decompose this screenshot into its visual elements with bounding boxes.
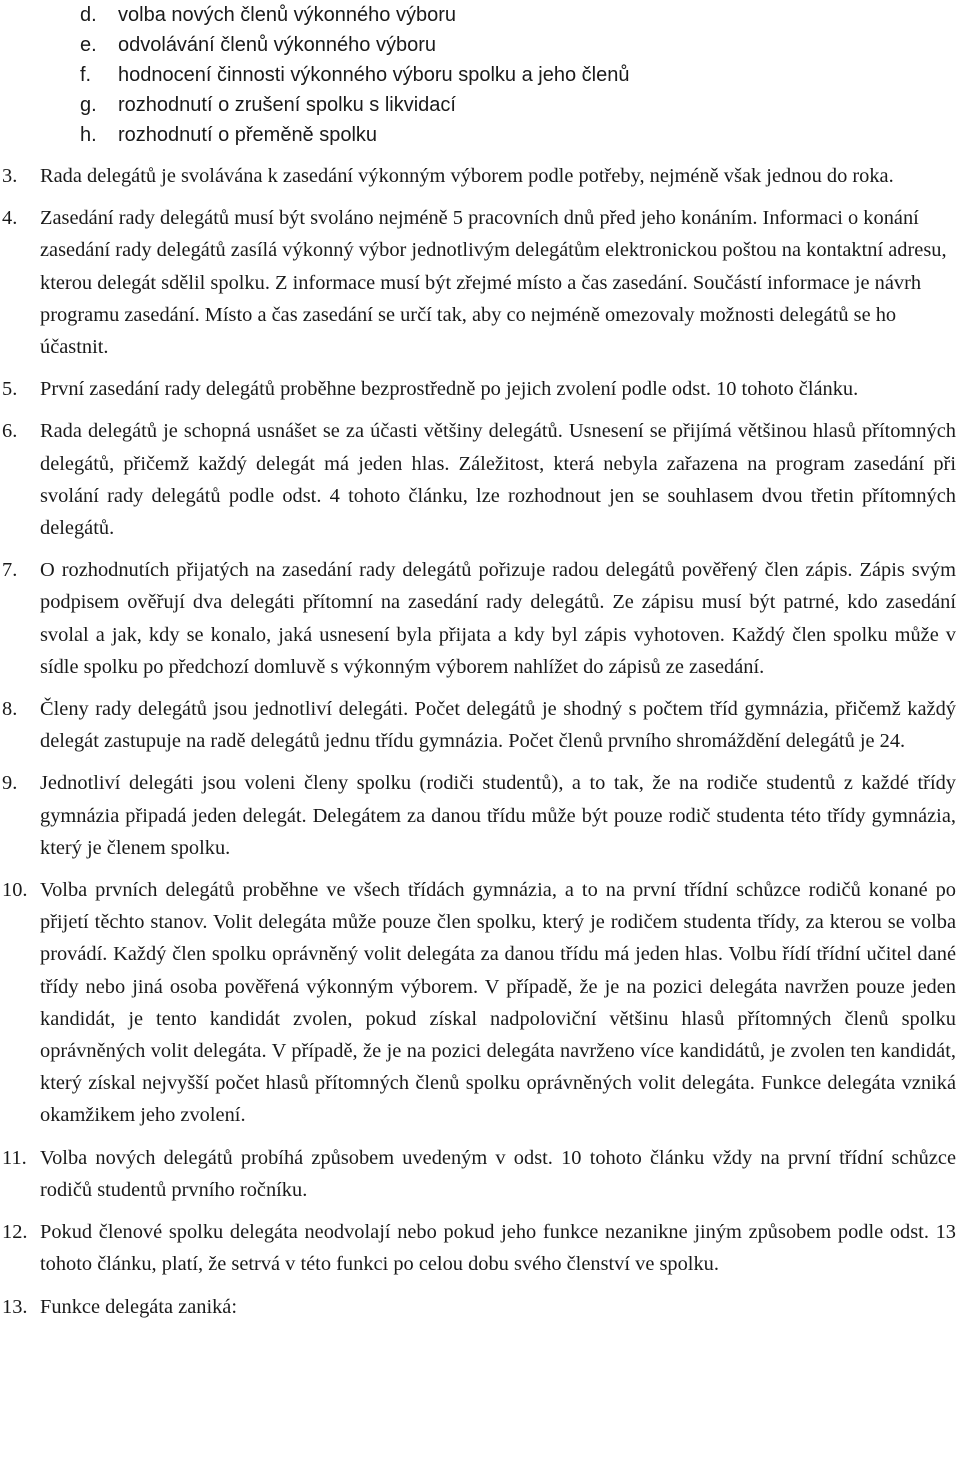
paragraph-text: Volba prvních delegátů proběhne ve všech třídách gymnázia, a to na první třídní schůzce rodičů konané po přijetí těchto stanov. Volit delegáta může pouze člen spolku, který je rodičem studenta třídy, za kterou se volba provádí. Každý člen spolku oprávněný volit delegáta za danou třídu má jeden hlas. Volbu řídí třídní učitel dané třídy nebo jiná osoba pověřená výkonným výborem. V případě, že je na pozici delegáta navržen pouze jeden kandidát, je tento kandidát zvolen, pokud získal nadpoloviční většinu hlasů přítomných členů spolku oprávněných volit delegáta. V případě, že je na pozici delegáta navrženo více kandidátů, je zvolen ten kandidát, který získal nejvyšší počet hlasů přítomných členů spolku oprávněných volit delegáta. Funkce delegáta vzniká okamžikem jeho zvolení. <box>40 879 956 1127</box>
paragraph-text: O rozhodnutích přijatých na zasedání rady delegátů pořizuje radou delegátů pověřený člen zápis. Zápis svým podpisem ověřují dva delegáti přítomní na zasedání rady delegátů. Ze zápisu musí být patrné, kdo zasedání svolal a jak, kdy se konalo, jaká usnesení byla přijata a kdy byl zápis vyhotoven. Každý člen spolku může v sídle spolku po předchozí domluvě s výkonným výborem nahlížet do zápisů ze zasedání. <box>40 559 956 678</box>
paragraph-6 <box>0 415 960 544</box>
paragraph-text: Rada delegátů je svolávána k zasedání výkonným výborem podle potřeby, nejméně však jednou do roka. <box>40 165 894 187</box>
sublist-item <box>0 30 960 60</box>
sublist-text: rozhodnutí o přeměně spolku <box>118 124 378 146</box>
paragraph-text: Pokud členové spolku delegáta neodvolají nebo pokud jeho funkce nezanikne jiným způsobem podle odst. 13 tohoto článku, platí, že setrvá v této funkci po celou dobu svého členství ve spolku. <box>40 1221 956 1276</box>
paragraph-number: 13. <box>2 1295 28 1318</box>
paragraph-12 <box>0 1216 960 1280</box>
paragraph-number: 3. <box>2 165 18 187</box>
paragraph-4 <box>0 202 960 363</box>
sublist-marker: f. <box>80 64 92 86</box>
paragraph-11 <box>0 1142 960 1206</box>
sublist-marker: e. <box>80 34 97 56</box>
sublist-text: rozhodnutí o zrušení spolku s likvidací <box>118 94 456 116</box>
paragraph-number: 7. <box>2 559 18 582</box>
sublist-item <box>0 90 960 120</box>
paragraph-text: Funkce delegáta zaniká: <box>40 1295 238 1318</box>
sublist-marker: g. <box>80 94 97 116</box>
sublist-marker: h. <box>80 124 97 146</box>
paragraph-text: Členy rady delegátů jsou jednotliví delegáti. Počet delegátů je shodný s počtem tříd gymnázia, přičemž každý delegát zastupuje na radě delegátů jednu třídu gymnázia. Počet členů prvního shromáždění delegátů je 24. <box>40 698 956 753</box>
sublist-item <box>0 60 960 90</box>
paragraph-text: Zasedání rady delegátů musí být svoláno nejméně 5 pracovních dnů před jeho konáním. Informaci o konání zasedání rady delegátů zasílá výkonný výbor jednotlivým delegátům elektronickou poštou na kontaktní adresu, kterou delegát sdělil spolku. Z informace musí být zřejmé místo a čas zasedání. Součástí informace je návrh programu zasedání. Místo a čas zasedání se určí tak, aby co nejméně omezovaly možnosti delegátů se ho účastnit. <box>40 207 947 359</box>
numbered-paragraph-list <box>0 160 960 1333</box>
paragraph-number: 6. <box>2 420 18 443</box>
paragraph-number: 9. <box>2 772 18 795</box>
sublist-text: hodnocení činnosti výkonného výboru spolku a jeho členů <box>118 64 630 86</box>
sublist-item <box>0 120 960 150</box>
paragraph-13 <box>0 1291 960 1323</box>
paragraph-7 <box>0 554 960 683</box>
paragraph-5 <box>0 373 960 405</box>
sublist-item <box>0 0 960 30</box>
paragraph-number: 10. <box>2 879 28 902</box>
paragraph-9 <box>0 767 960 864</box>
sublist-text: volba nových členů výkonného výboru <box>118 4 456 26</box>
paragraph-8 <box>0 693 960 757</box>
paragraph-number: 11. <box>2 1146 27 1169</box>
sublist-text: odvolávání členů výkonného výboru <box>118 34 436 56</box>
paragraph-text: Rada delegátů je schopná usnášet se za účasti většiny delegátů. Usnesení se přijímá většinou hlasů přítomných delegátů, přičemž každý delegát má jeden hlas. Záležitost, která nebyla zařazena na program zasedání při svolání rady delegátů podle odst. 4 tohoto článku, lze rozhodnout jen se souhlasem dvou třetin přítomných delegátů. <box>40 420 956 540</box>
paragraph-text: Jednotliví delegáti jsou voleni členy spolku (rodiči studentů), a to tak, že na rodiče studentů z každé třídy gymnázia připadá jeden delegát. Delegátem za danou třídu může být pouze rodič studenta této třídy gymnázia, který je členem spolku. <box>40 772 956 859</box>
paragraph-number: 4. <box>2 207 18 230</box>
paragraph-text: První zasedání rady delegátů proběhne bezprostředně po jejich zvolení podle odst. 10 tohoto článku. <box>40 378 859 401</box>
paragraph-3 <box>0 160 960 192</box>
lettered-sublist <box>0 0 960 150</box>
sublist-marker: d. <box>80 4 97 26</box>
paragraph-text: Volba nových delegátů probíhá způsobem uvedeným v odst. 10 tohoto článku vždy na první třídní schůzce rodičů studentů prvního ročníku. <box>40 1146 956 1201</box>
paragraph-number: 5. <box>2 378 18 401</box>
paragraph-10 <box>0 874 960 1132</box>
paragraph-number: 8. <box>2 698 18 721</box>
paragraph-number: 12. <box>2 1221 28 1244</box>
